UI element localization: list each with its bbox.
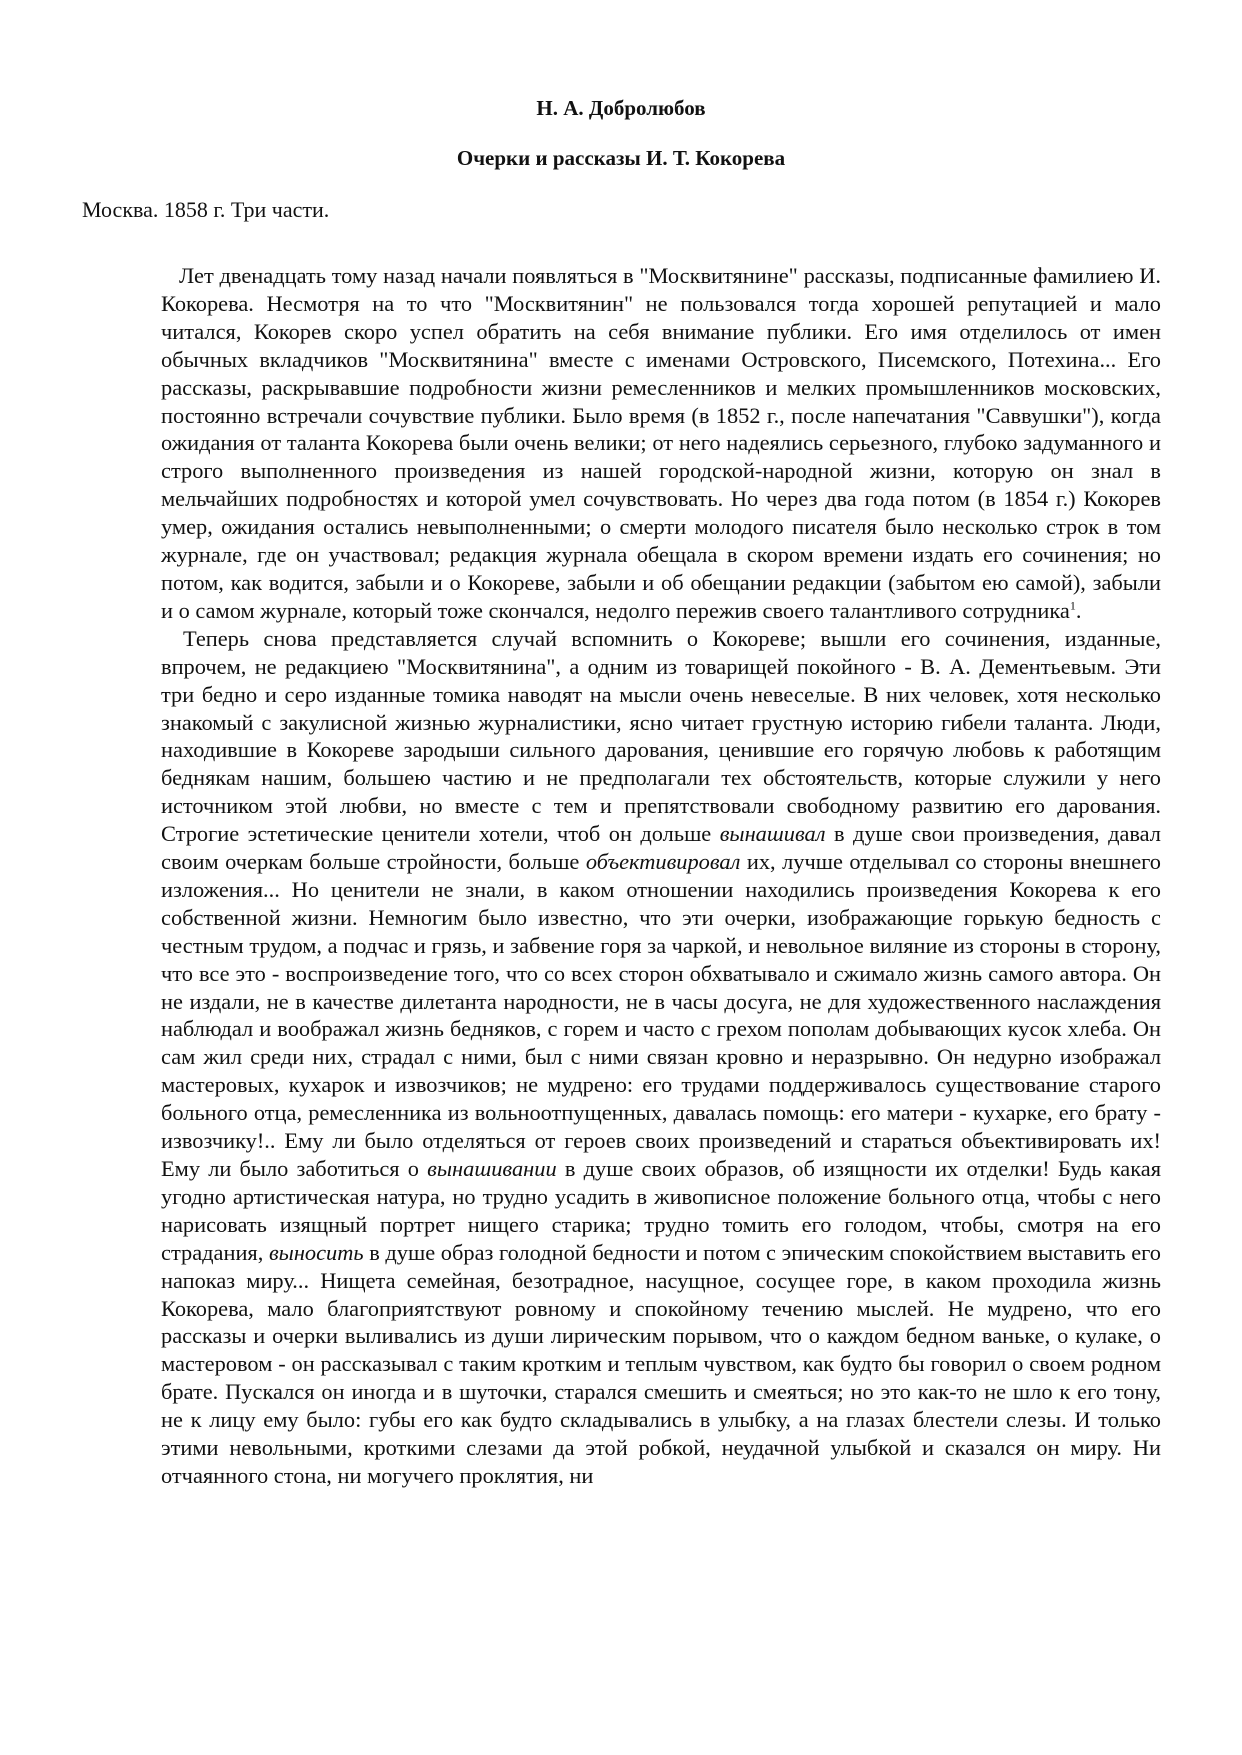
paragraph-2 <box>161 625 1161 1490</box>
publication-imprint: Москва. 1858 г. Три части. <box>82 197 330 222</box>
emphasis-vynosit: выносить <box>268 1239 364 1265</box>
paragraph-1-text: Лет двенадцать тому назад начали появляться в "Москвитянине" рассказы, подписанные фамилиею И. Кокорева. Несмотря на то что "Москвитянин" не пользовался тогда хорошей репутацией и мало читался, Кокорев скоро успел обратить на себя внимание публики. Его имя отделилось от имен обычных вкладчиков "Москвитянина" вместе с именами Островского, Писемского, Потехина... Его рассказы, раскрывавшие подробности жизни ремесленников и мелких промышленников московских, постоянно встречали сочувствие публики. Было время (в 1852 г., после напечатания "Саввушки"), когда ожидания от таланта Кокорева были очень велики; от него надеялись серьезного, глубоко задуманного и строго выполненного произведения из нашей городской-народной жизни, которую он знал в мельчайших подробностях и которой умел сочувствовать. Но через два года потом (в 1854 г.) Кокорев умер, ожидания остались невыполненными; о смерти молодого писателя было несколько строк в том журнале, где он участвовал; редакция журнала обещала в скором времени издать его сочинения; но потом, как водится, забыли и о Кокореве, забыли и об обещании редакции (забытом ею самой), забыли и о самом журнале, который тоже скончался, недолго пережив своего талантливого сотрудника <box>161 263 1161 623</box>
article-title: Очерки и рассказы И. Т. Кокорева <box>456 146 786 170</box>
paragraph-2-segment-4: в душе своих образов, об изящности их отделки! Будь какая угодно артистическая натура, но трудно усадить в живописное положение больного отца, чтобы с него нарисовать изящный портрет нищего старика; трудно томить его голодом, чтобы, смотря на его страдания, <box>161 1156 1161 1265</box>
paragraph-2-segment-2: в душе свои произведения, давал своим очеркам больше стройности, больше <box>161 821 1161 875</box>
author-name: Н. А. Добролюбов <box>536 96 706 120</box>
emphasis-obektivirovat: объективировал <box>585 849 741 875</box>
paragraph-2-segment-1: Теперь снова представляется случай вспомнить о Кокореве; вышли его сочинения, изданные, впрочем, не редакциею "Москвитянина", а одним из товарищей покойного - В. А. Дементьевым. Эти три бедно и серо изданные томика наводят на мысли очень невеселые. В них человек, хотя несколько знакомый с закулисной жизнью журналистики, ясно читает грустную историю гибели таланта. Люди, находившие в Кокореве зародыши сильного дарования, ценившие его горячую любовь к работящим беднякам нашим, большею частию и не предполагали тех обстоятельств, которые служили у него источником этой любви, но вместе с тем и препятствовали свободному развитию его дарования. Строгие эстетические ценители хотели, чтоб он дольше <box>161 625 1161 847</box>
article-body <box>161 262 1161 1490</box>
emphasis-vynashivanii: вынашивании <box>427 1156 557 1181</box>
paragraph-2-segment-5: в душе образ голодной бедности и потом с эпическим спокойствием выставить его напоказ миру... Нищета семейная, безотрадное, насущное, сосущее горе, в каком проходила жизнь Кокорева, мало благоприятствуют ровному и спокойному течению мыслей. Не мудрено, что его рассказы и очерки выливались из души лирическим порывом, что о каждом бедном ваньке, о кулаке, о мастеровом - он рассказывал с таким кротким и теплым чувством, как будто бы говорил о своем родном брате. Пускался он иногда и в шуточки, старался смешить и смеяться; но это как-то не шло к его тону, не к лицу ему было: губы его как будто складывались в улыбку, а на глазах блестели слезы. И только этими невольными, кроткими слезами да этой робкой, неудачной улыбкой и сказался он миру. Ни отчаянного стона, ни могучего проклятия, ни <box>161 1239 1162 1488</box>
footnote-marker: 1 <box>1069 598 1076 613</box>
paragraph-1 <box>161 262 1161 625</box>
emphasis-vynashival: вынашивал <box>719 821 826 847</box>
paragraph-2-segment-3: их, лучше отделывал со стороны внешнего изложения... Но ценители не знали, в каком отношении находились произведения Кокорева к его собственной жизни. Немногим было известно, что эти очерки, изображающие горькую бедность с честным трудом, а подчас и грязь, и забвение горя за чаркой, и невольное виляние из стороны в сторону, что все это - воспроизведение того, что со всех сторон обхватывало и сжимало жизнь самого автора. Он не издали, не в качестве дилетанта народности, не в часы досуга, не для художественного наслаждения наблюдал и воображал жизнь бедняков, с горем и часто с грехом пополам добывающих кусок хлеба. Он сам жил среди них, страдал с ними, был с ними связан кровно и неразрывно. Он недурно изображал мастеровых, кухарок и извозчиков; не мудрено: его трудами поддерживалось существование старого больного отца, ремесленника из вольноотпущенных, давалась помощь: его матери - кухарке, его брату - извозчику!.. Ему ли было отделяться от героев своих произведений и стараться объективировать их! Ему ли было заботиться о <box>161 849 1161 1181</box>
paragraph-1-end: . <box>1075 597 1082 623</box>
